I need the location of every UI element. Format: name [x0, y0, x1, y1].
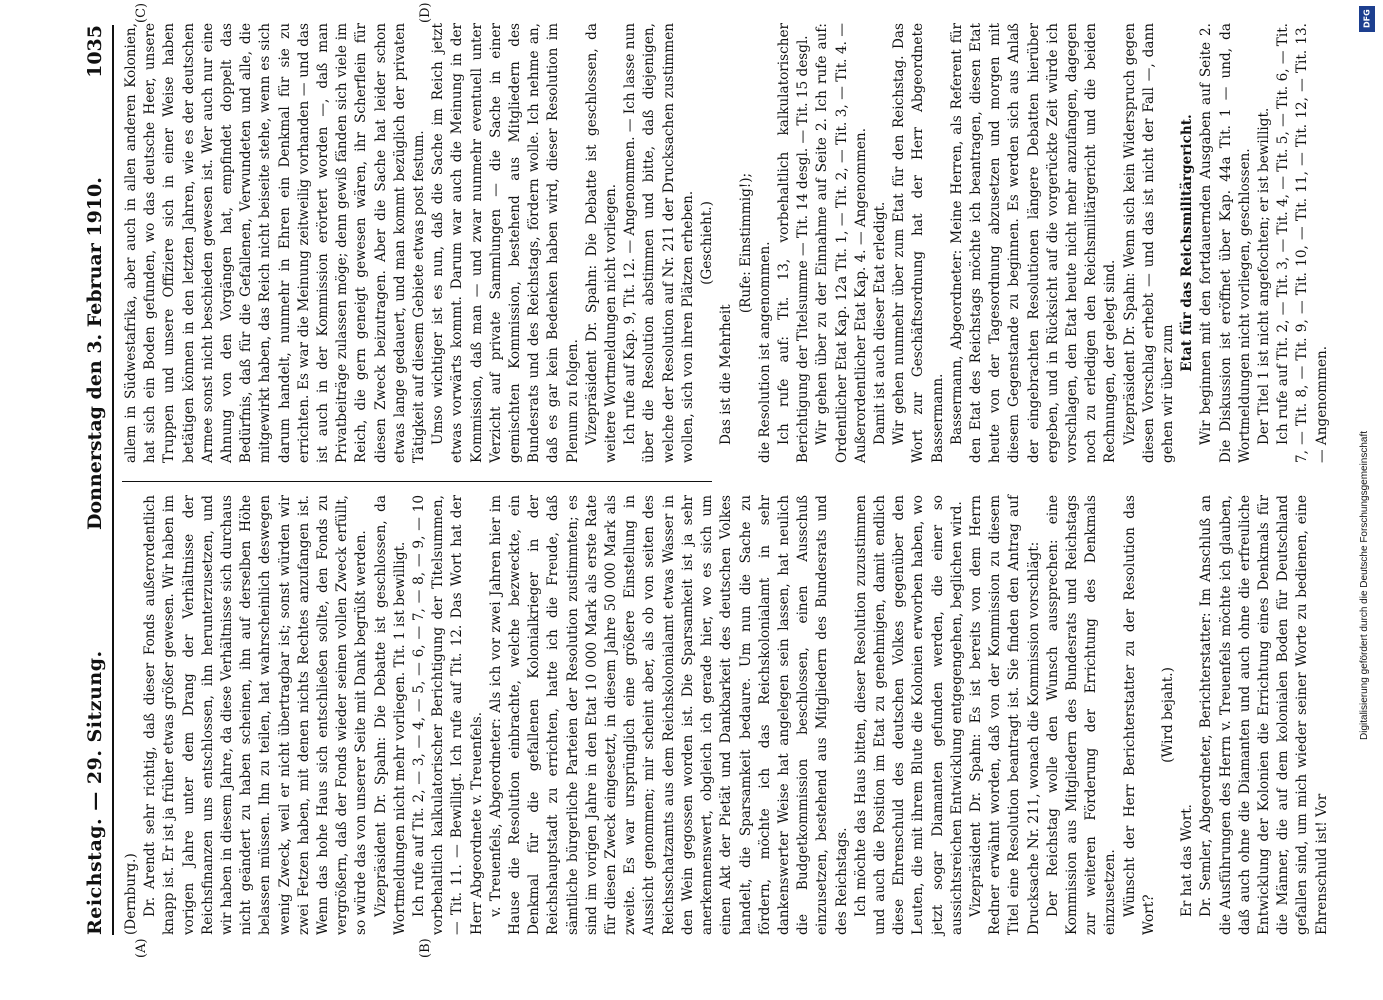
column-right	[122, 23, 1330, 463]
paragraph: Das ist die Mehrheit	[718, 304, 735, 445]
header-left: Reichstag. — 29. Sitzung.	[84, 650, 106, 935]
paragraph: Wünscht der Herr Berichterstatter zu der Resolution das Wort?	[1121, 495, 1157, 935]
digitization-note: Digitalisierung gefördert durch die Deutsche Forschungsgemeinschaft	[1359, 430, 1370, 740]
paragraph: Wir gehen über zu der Einnahme auf Seite 2. Ich rufe auf: Ordentlicher Etat Kap. 12a Tit. 1, — Tit. 2, — Tit. 3, — Tit. 4. — Außerordentlicher Etat Kap. 4. — Angenommen.	[814, 23, 869, 463]
dfg-logo	[1359, 6, 1375, 32]
paragraph: Vizepräsident Dr. Spahn: Wenn sich kein Widerspruch gegen diesen Vorschlag erhebt — und das ist nicht der Fall —, dann gehen wir über zum	[1121, 23, 1176, 463]
paragraph: v. Treuenfels, Abgeordneter: Als ich vor zwei Jahren hier im Hause die Resolution einbrachte, welche bezweckte, ein Denkmal für die gefallenen Kolonialkrieger in der Reichshauptstadt zu errichten, hatte ich die Freude, daß sämtliche bürgerliche Parteien der Resolution zustimmten; es sind im vorigen Jahre in den Etat 10 000 Mark als erste Rate für diesen Zweck eingesetzt, in diesem Jahre 50 000 Mark als zweite. Es war ursprünglich eine größere Einstellung in Aussicht genommen; mir scheint aber, als ob von seiten des Reichsschatzamts aus dem Reichskolonialamt etwas Wasser in den Wein gegossen worden ist. Die Sparsamkeit ist ja sehr anerkennenswert, obgleich ich gerade hier, wo es sich um einen Akt der Pietät und Dankbarkeit des deutschen Volkes handelt, die Sparsamkeit bedaure. Um nun die Sache zu fördern, möchte ich das Reichskolonialamt in sehr dankenswerter Weise hat angelegen sein lassen, hat neulich die Budgetkommission beschlossen, einen Ausschuß einzusetzen, bestehend aus Mitgliedern des Bundesrats und des Reichstags.	[487, 495, 850, 935]
column-left	[122, 495, 1330, 935]
paragraph: Der Titel 1 ist nicht angefochten; er ist bewilligt.	[1255, 107, 1272, 445]
paragraph: die Resolution ist angenommen.	[756, 241, 773, 463]
margin-marker-b: (B)	[418, 938, 433, 958]
column-divider	[122, 481, 712, 482]
interjection: (Wird bejaht.)	[1159, 667, 1176, 763]
paragraph: Ich rufe auf: Tit. 13, vorbehaltlich kalkulatorischer Berichtigung der Titelsumme — Tit. 14 desgl. — Tit. 15 desgl.	[775, 23, 812, 463]
page-number: 1035	[84, 25, 106, 78]
margin-marker-a: (A)	[134, 938, 149, 958]
paragraph: Er hat das Wort.	[1179, 803, 1196, 917]
speaker-continuation: (Dernburg.)	[123, 853, 139, 935]
margin-marker-c: (C)	[134, 2, 149, 23]
section-heading: Etat für das Reichsmilitärgericht.	[1179, 114, 1196, 372]
paragraph: Wir beginnen mit den fortdauernden Ausgaben auf Seite 2. Die Diskussion ist eröffnet über Kap. 44a Tit. 1 — und, da Wortmeldungen nicht vorliegen, geschlossen.	[1198, 23, 1253, 463]
rotated-page-content	[78, 0, 1328, 960]
paragraph: Vizepräsident Dr. Spahn: Die Debatte ist geschlossen, da weitere Wortmeldungen nicht vorliegen.	[583, 23, 620, 463]
interjection: (Geschieht.)	[699, 201, 716, 285]
paragraph: Dr. Semler, Abgeordneter, Berichterstatter: Im Anschluß an die Ausführungen des Herrn v. Treuenfels möchte ich glauben, daß auch ohne die Diamanten und auch ohne die erfreuliche Entwicklung der Kolonien die Errichtung eines Denkmals für die Männer, die auf dem kolonialen Boden für Deutschland gefallen sind, um mich wieder seiner Worte zu bedienen, eine Ehrenschuld ist! Vor	[1198, 495, 1330, 935]
header-right	[84, 25, 106, 530]
interjection: (Rufe: Einstimmig!);	[737, 172, 754, 314]
paragraph: Vizepräsident Dr. Spahn: Es ist bereits von dem Herrn Redner erwähnt worden, daß von der Kommission zu diesem Titel eine Resolution beantragt ist. Sie finden den Antrag auf Drucksache Nr. 211, wonach die Kommission vorschlägt:	[967, 495, 1042, 935]
running-header	[78, 25, 114, 935]
paragraph: Ich rufe auf Tit. 2, — Tit. 3, — Tit. 4, — Tit. 5, — Tit. 6, — Tit. 7, — Tit. 8, — Tit. 9, — Tit. 10, — Tit. 11, — Tit. 12, — Tit. 13. — Angenommen.	[1275, 23, 1330, 463]
resolution-quote: Der Reichstag wolle den Wunsch aussprechen: eine Kommission aus Mitgliedern des Bundesrats und Reichstags zur weiteren Förderung der Errichtung des Denkmals einzusetzen.	[1044, 495, 1119, 935]
paragraph: Vizepräsident Dr. Spahn: Die Debatte ist geschlossen, da Wortmeldungen nicht mehr vorliegen. Tit. 1 ist bewilligt.	[372, 495, 408, 935]
paragraph: Dr. Arendt sehr richtig, daß dieser Fonds außerordentlich knapp ist. Er ist ja früher etwas größer gewesen. Wir haben im vorigen Jahre unter dem Drang der Verhältnisse der Reichsfinanzen uns entschlossen, ihn herunterzusetzen, und wir haben in diesem Jahre, da diese Verhältnisse sich durchaus nicht geändert zu haben scheinen, ihn auf derselben Höhe belassen müssen. Ihn zu teilen, hat wahrscheinlich deswegen wenig Zweck, weil er nicht übertragbar ist; sonst würden wir zwei Fetzen haben, mit denen nichts Rechtes anzufangen ist. Wenn das hohe Haus sich entschließen sollte, den Fonds zu vergrößern, daß der Fonds wieder seinen vollen Zweck erfüllt, so würde das von unserer Seite mit Dank begrüßt werden.	[142, 495, 370, 935]
paragraph: Ich rufe auf Kap. 9, Tit. 12. — Angenommen. — Ich lasse nun über die Resolution abstimmen und bitte, daß diejenigen, welche der Resolution auf Nr. 211 der Drucksachen zustimmen wollen, sich von ihren Plätzen erheben.	[622, 23, 696, 463]
paragraph: Damit ist auch dieser Etat erledigt.	[871, 201, 888, 445]
page-sheet	[78, 0, 1330, 960]
paragraph: allem in Südwestafrika, aber auch in allen anderen Kolonien, hat sich ein Boden gefunden, wo das deutsche Heer, unsere Truppen und unsere Offiziere sich in einer Weise haben betätigen können in den letzten Jahren, wie es der deutschen Armee sonst nicht beschieden gewesen ist. Wer auch nur eine Ahnung von den Vorgängen hat, empfindet doppelt das Bedürfnis, daß für die Gefallenen, Verwundeten und alle, die mitgewirkt haben, das Reich nicht beiseite stehe, wenn es sich darum handelt, nunmehr in Ehren ein Denkmal für sie zu errichten. Es war die Meinung zeitweilig vorhanden — und das ist auch in der Kommission erörtert worden —, daß man Privatbeiträge zulassen möge; denn gewiß fänden sich viele im Reich, die gern geneigt gewesen wären, ihr Scherflein für diesen Zweck beizutragen. Aber die Sache hat leider schon etwas lange gedauert, und man kommt bezüglich der privaten Tätigkeit auf diesem Gebiete etwas post festum.	[123, 23, 428, 463]
paragraph: Ich rufe auf Tit. 2, — 3, — 4, — 5, — 6, — 7, — 8, — 9, — 10 vorbehaltlich kalkulatorischer Berichtigung der Titelsummen, — Tit. 11. — Bewilligt. Ich rufe auf Tit. 12. Das Wort hat der Herr Abgeordnete v. Treuenfels.	[411, 495, 485, 935]
paragraph: Wir gehen nunmehr über zum Etat für den Reichstag. Das Wort zur Geschäftsordnung hat der Herr Abgeordnete Bassermann.	[891, 23, 946, 463]
header-date: Donnerstag den 3. Februar 1910.	[84, 177, 106, 531]
dfg-logo-text: DFG	[1362, 9, 1372, 29]
margin-marker-d: (D)	[418, 2, 433, 23]
paragraph: Ich möchte das Haus bitten, dieser Resolution zuzustimmen und auch die Position im Etat zu genehmigen, damit endlich diese Ehrenschuld des deutschen Volkes gegenüber den Leuten, die mit ihrem Blute die Kolonien erworben haben, wo jetzt sogar Diamanten gefunden werden, die einer so aussichtsreichen Entwicklung entgegengehen, beglichen wird.	[852, 495, 965, 935]
paragraph: Umso wichtiger ist es nun, daß die Sache im Reich jetzt etwas vorwärts kommt. Darum war auch die Meinung in der Kommission, daß man — und zwar nunmehr eventuell unter Verzicht auf private Sammlungen — die Sache in einer gemischten Kommission, bestehend aus Mitgliedern des Bundesrats und des Reichstags, fördern wolle. Ich nehme an, daß es gar kein Bedenken haben wird, dieser Resolution im Plenum zu folgen.	[430, 23, 581, 463]
paragraph: Bassermann, Abgeordneter: Meine Herren, als Referent für den Etat des Reichstags möchte ich beantragen, diesen Etat heute von der Tagesordnung abzusetzen und morgen mit diesem Gegenstande zu beginnen. Es werden sich aus Anlaß der eingebrachten Resolutionen längere Debatten hierüber ergeben, und in Rücksicht auf die vorgerückte Zeit würde ich vorschlagen, den Etat heute nicht mehr anzufangen, dagegen noch zu erledigen den Reichsmilitärgericht und die beiden Rechnungen, der gelegt sind.	[948, 23, 1119, 463]
